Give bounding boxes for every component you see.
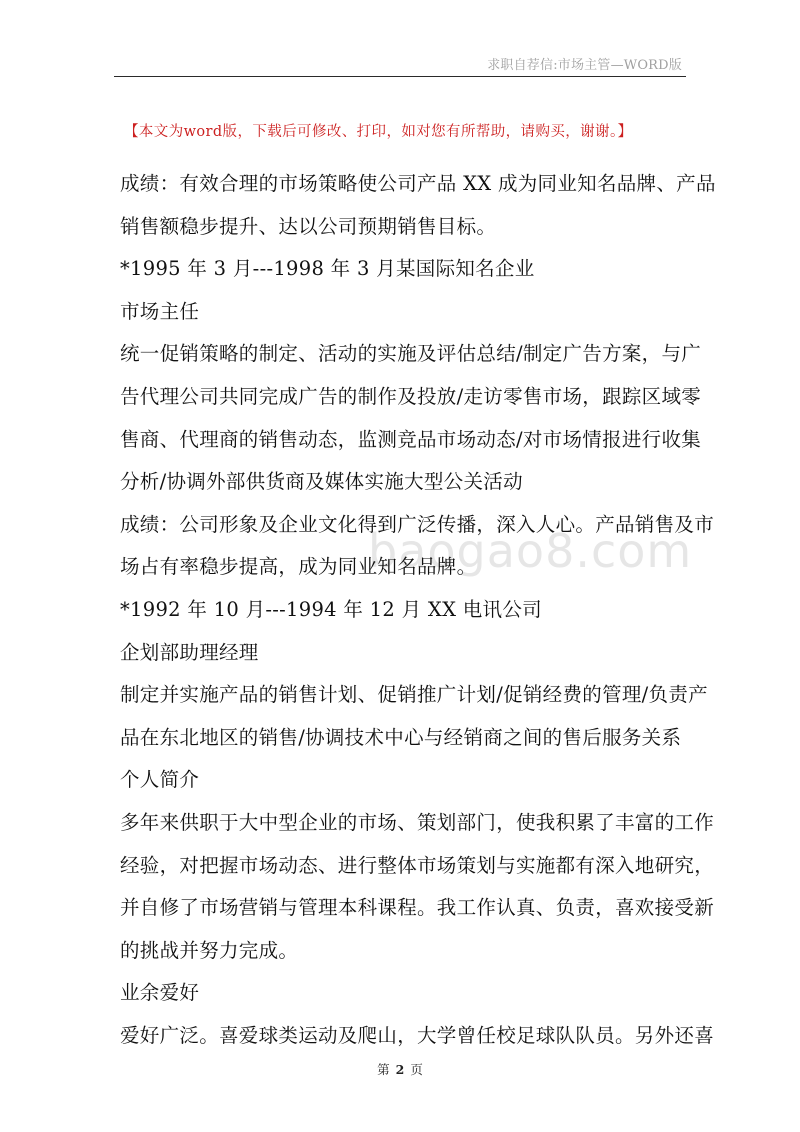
body-line: 经验，对把握市场动态、进行整体市场策划与实施都有深入地研究， xyxy=(120,853,715,877)
section-heading: 市场主任 xyxy=(120,299,200,323)
body-line: 爱好广泛。喜爱球类运动及爬山，大学曾任校足球队队员。另外还喜 xyxy=(120,1023,715,1047)
body-line: 并自修了市场营销与管理本科课程。我工作认真、负责，喜欢接受新 xyxy=(120,896,715,920)
body-line: 多年来供职于大中型企业的市场、策划部门，使我积累了丰富的工作 xyxy=(120,810,715,834)
body-line: 告代理公司共同完成广告的制作及投放/走访零售市场，跟踪区域零 xyxy=(120,384,702,408)
download-notice: 【本文为word版，下载后可修改、打印，如对您有所帮助，请购买，谢谢。】 xyxy=(124,124,633,140)
body-line: *1995 年 3 月---1998 年 3 月某国际知名企业 xyxy=(120,257,535,281)
body-line: 成绩：公司形象及企业文化得到广泛传播，深入人心。产品销售及市 xyxy=(120,512,715,536)
body-line: 的挑战并努力完成。 xyxy=(120,938,299,962)
document-body xyxy=(120,163,716,1057)
page-number: 2 xyxy=(395,1062,405,1077)
footer-suffix: 页 xyxy=(410,1062,423,1077)
body-line: 统一促销策略的制定、活动的实施及评估总结/制定广告方案，与广 xyxy=(120,342,702,366)
section-heading: 业余爱好 xyxy=(120,981,200,1005)
body-line: 售商、代理商的销售动态，监测竞品市场动态/对市场情报进行收集 xyxy=(120,427,702,451)
body-line: 分析/协调外部供货商及媒体实施大型公关活动 xyxy=(120,470,523,494)
body-line: 制定并实施产品的销售计划、促销推广计划/促销经费的管理/负责产 xyxy=(120,683,708,707)
header-divider xyxy=(114,76,686,77)
body-line: 销售额稳步提升、达以公司预期销售目标。 xyxy=(120,214,497,238)
body-line: *1992 年 10 月---1994 年 12 月 XX 电讯公司 xyxy=(120,597,542,621)
watermark: baogao8.com xyxy=(368,524,693,578)
footer-prefix: 第 xyxy=(377,1062,390,1077)
body-line: 成绩：有效合理的市场策略使公司产品 XX 成为同业知名品牌、产品 xyxy=(120,172,716,195)
body-line: 品在东北地区的销售/协调技术中心与经销商之间的售后服务关系 xyxy=(120,725,682,749)
section-heading: 企划部助理经理 xyxy=(120,640,259,664)
section-heading: 个人简介 xyxy=(120,768,200,792)
page-header-title: 求职自荐信:市场主管—WORD版 xyxy=(487,58,682,73)
body-line: 场占有率稳步提高，成为同业知名品牌。 xyxy=(120,555,477,579)
page-footer xyxy=(0,1060,800,1078)
